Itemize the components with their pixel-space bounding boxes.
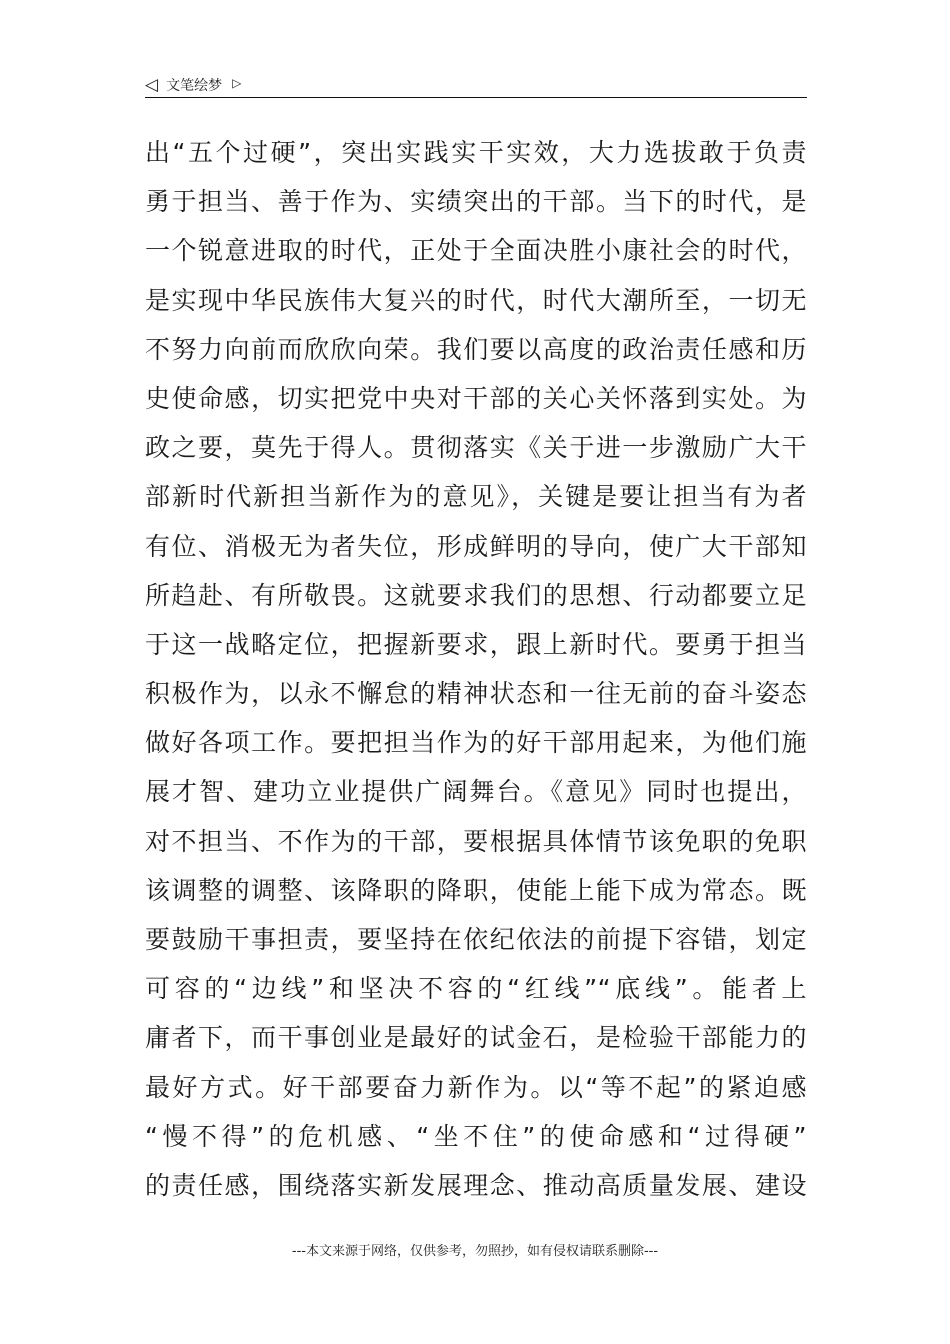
body-line: 不努力向前而欣欣向荣。我们要以高度的政治责任感和历 xyxy=(145,334,807,364)
triangle-left-icon: ◁ xyxy=(145,74,159,95)
body-line: 一个锐意进取的时代，正处于全面决胜小康社会的时代， xyxy=(145,236,807,266)
body-line: 庸者下，而干事创业是最好的试金石，是检验干部能力的 xyxy=(145,1023,807,1053)
body-line: 对不担当、不作为的干部，要根据具体情节该免职的免职 xyxy=(145,826,807,856)
header-title: 文笔绘梦 xyxy=(166,78,223,94)
header-divider xyxy=(145,97,807,98)
body-line: “慢不得”的危机感、“坐不住”的使命感和“过得硬” xyxy=(145,1121,807,1151)
body-line: 要鼓励干事担责，要坚持在依纪依法的前提下容错，划定 xyxy=(145,925,807,954)
body-line: 最好方式。好干部要奋力新作为。以“等不起”的紧迫感 xyxy=(145,1072,807,1102)
body-line: 勇于担当、善于作为、实绩突出的干部。当下的时代，是 xyxy=(145,187,807,217)
body-line: 展才智、建功立业提供广阔舞台。《意见》同时也提出， xyxy=(145,777,807,807)
document-body xyxy=(145,128,807,1210)
triangle-right-icon: ▷ xyxy=(232,76,242,90)
footer-disclaimer: ---本文来源于网络，仅供参考，勿照抄，如有侵权请联系删除--- xyxy=(291,1244,659,1259)
body-line: 可容的“边线”和坚决不容的“红线”“底线”。能者上 xyxy=(145,974,807,1004)
body-line: 积极作为，以永不懈怠的精神状态和一往无前的奋斗姿态 xyxy=(145,679,807,709)
body-line: 于这一战略定位，把握新要求，跟上新时代。要勇于担当 xyxy=(145,629,807,659)
body-line: 是实现中华民族伟大复兴的时代，时代大潮所至，一切无 xyxy=(145,285,807,315)
body-line: 所趋赴、有所敬畏。这就要求我们的思想、行动都要立足 xyxy=(145,580,807,610)
page-header xyxy=(145,72,807,98)
body-line: 政之要，莫先于得人。贯彻落实《关于进一步激励广大干 xyxy=(145,433,807,463)
body-line: 史使命感，切实把党中央对干部的关心关怀落到实处。为 xyxy=(145,383,807,413)
body-line: 做好各项工作。要把担当作为的好干部用起来，为他们施 xyxy=(145,728,807,758)
body-line: 该调整的调整、该降职的降职，使能上能下成为常态。既 xyxy=(145,875,807,905)
body-line: 部新时代新担当新作为的意见》，关键是要让担当有为者 xyxy=(145,482,807,512)
body-line: 有位、消极无为者失位，形成鲜明的导向，使广大干部知 xyxy=(145,531,807,561)
body-line: 的责任感，围绕落实新发展理念、推动高质量发展、建设 xyxy=(145,1170,807,1200)
body-line: 出“五个过硬”，突出实践实干实效，大力选拔敢于负责 xyxy=(145,138,807,167)
